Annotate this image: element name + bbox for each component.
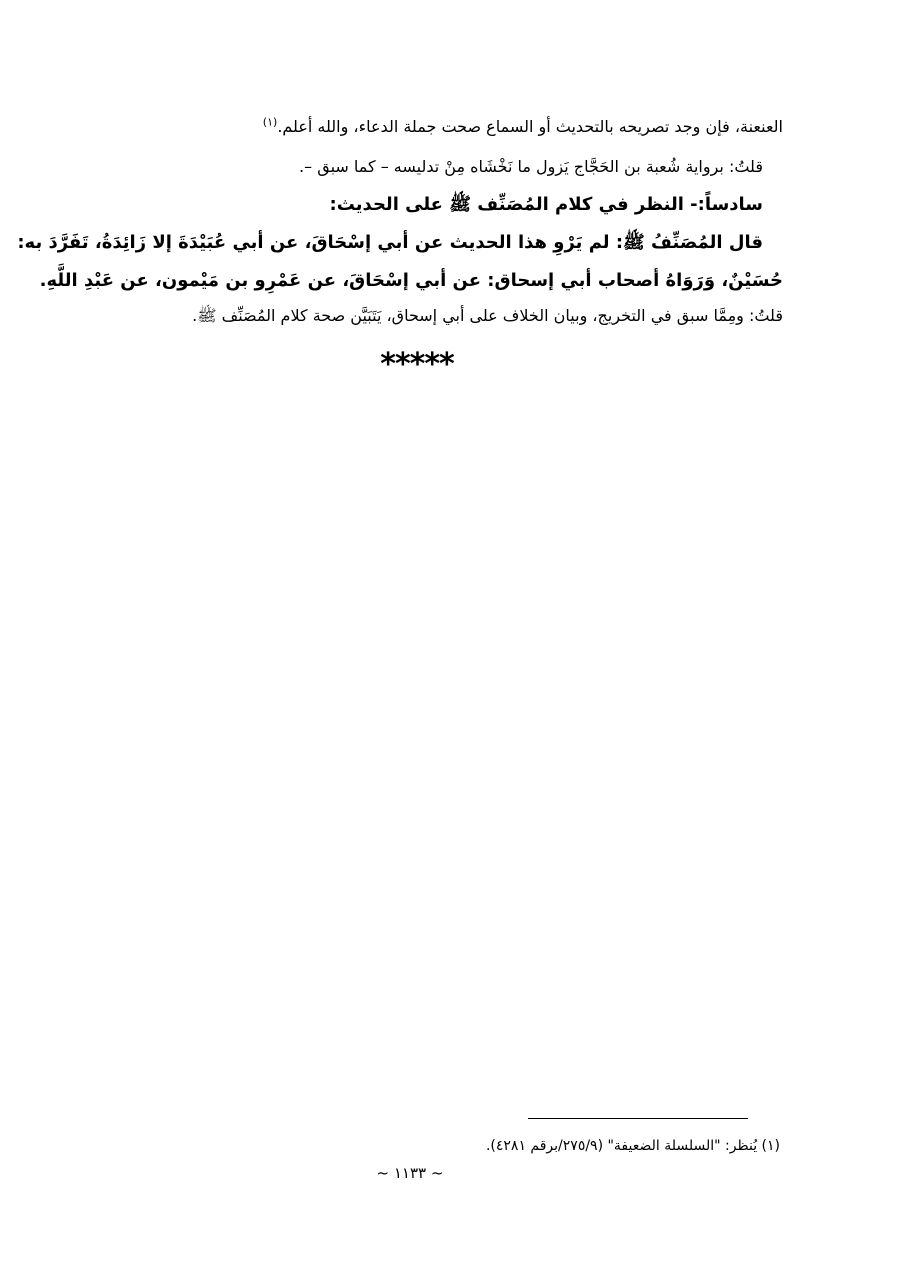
- page-number: ~ ١١٣٣ ~: [376, 1164, 444, 1182]
- paragraph-line-2: قلتُ: برواية شُعبة بن الحَجَّاج يَزول ما نَخْشَاه مِنْ تدليسه – كما سبق –.: [299, 157, 763, 176]
- quote-line-2: حُسَيْنٌ، وَرَوَاهُ أصحاب أبي إسحاق: عن أبي إسْحَاقَ، عن عَمْرِو بن مَيْمون، عن عَبْدِ اللَّهِ.: [39, 270, 783, 291]
- footnote-reference[interactable]: (١): [262, 115, 278, 129]
- paragraph-line-1-text: العنعنة، فإن وجد تصريحه بالتحديث أو السماع صحت جملة الدعاء، والله أعلم.: [277, 117, 783, 136]
- section-heading: سادساً:- النظر في كلام المُصَنِّف ﷺ على الحديث:: [329, 194, 763, 215]
- paragraph-line-3: قلتُ: ومِمَّا سبق في التخريج، وبيان الخلاف على أبي إسحاق، يَتَبَيَّن صحة كلام المُصَنِّف ﷺ.: [192, 306, 783, 325]
- footnote: (١) يُنظر: "السلسلة الضعيفة" (٢٧٥/٩/برقم ٤٢٨١).: [485, 1138, 780, 1154]
- section-separator: *****: [380, 347, 454, 382]
- quote-line-1: قال المُصَنِّفُ ﷺ: لم يَرْوِ هذا الحديث عن أبي إسْحَاقَ، عن أبي عُبَيْدَةَ إلا زَائِدَةُ، تَفَرَّدَ به:: [17, 232, 763, 253]
- footnote-divider: [528, 1118, 748, 1119]
- paragraph-line-1: [263, 116, 783, 138]
